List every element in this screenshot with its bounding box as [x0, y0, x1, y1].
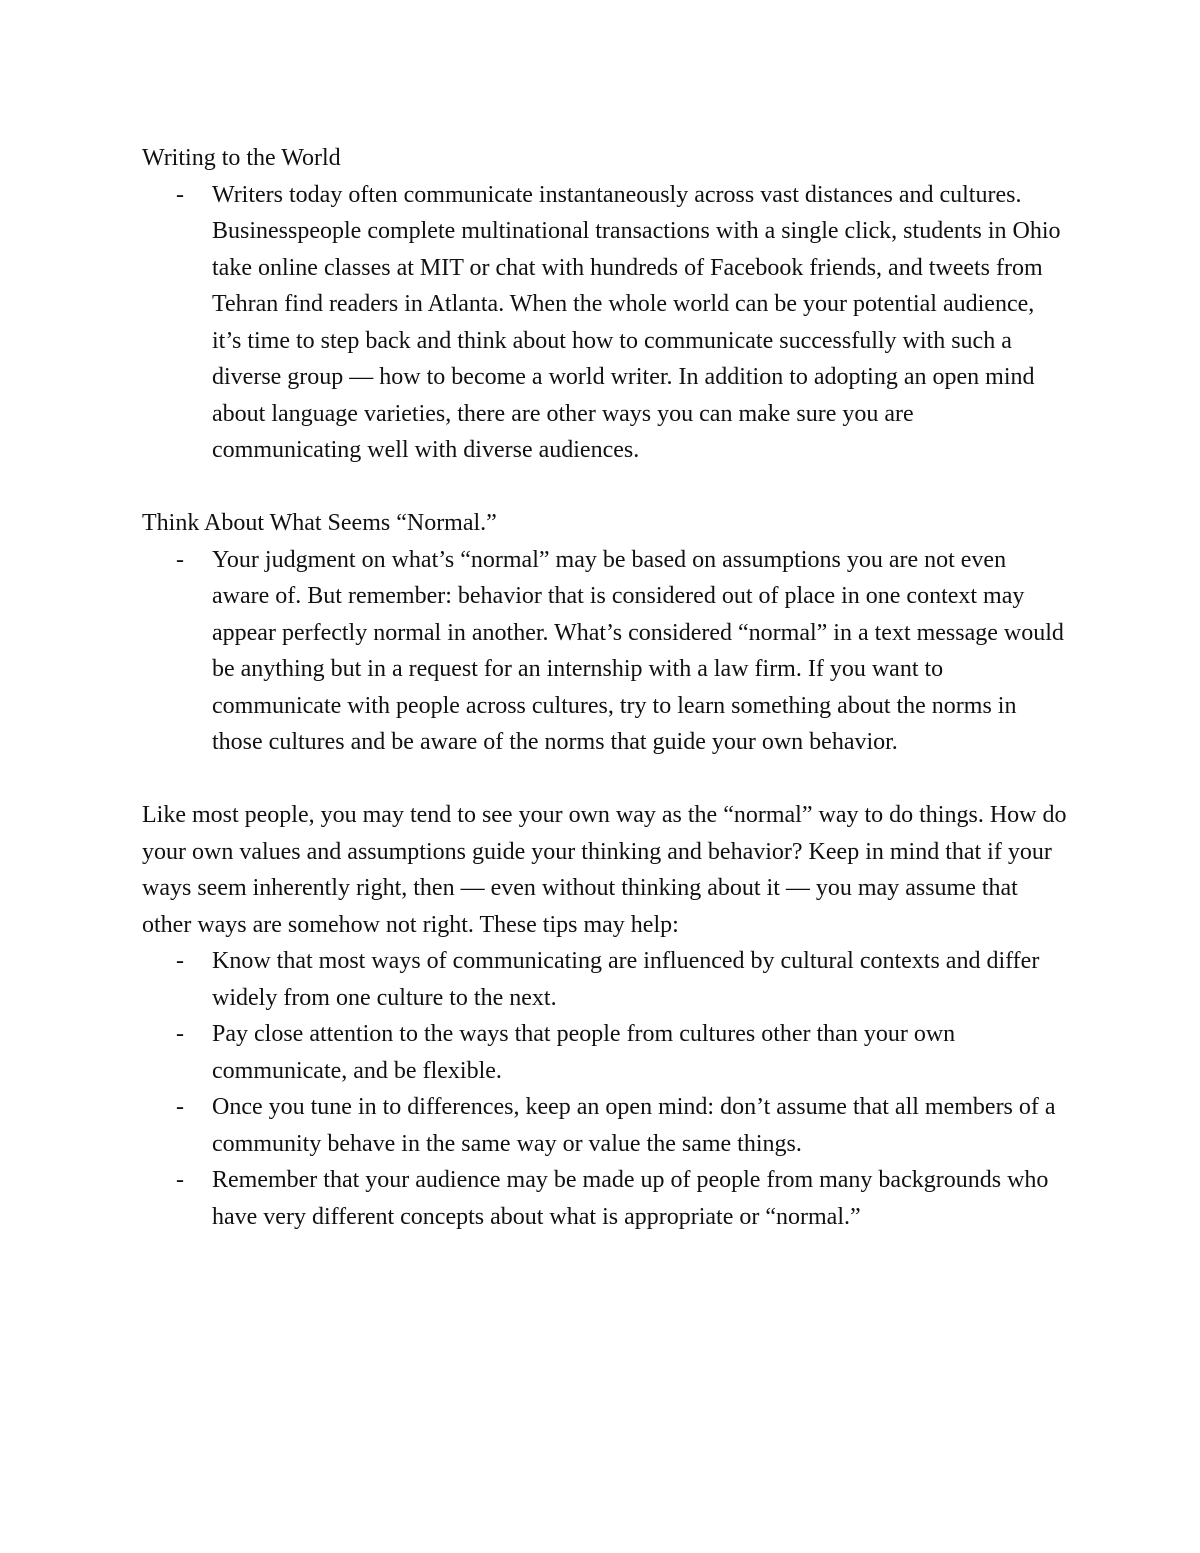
section-heading-think-normal: Think About What Seems “Normal.” — [142, 510, 497, 536]
bullet-dash: - — [176, 1094, 184, 1120]
list-item-text: Pay close attention to the ways that people from cultures other than your own communicate, and be flexible. — [212, 1021, 956, 1084]
bullet-dash: - — [176, 1021, 184, 1047]
list-item — [142, 1016, 1067, 1089]
blank-line — [142, 469, 1067, 506]
list-item-text: Know that most ways of communicating are influenced by cultural contexts and differ widely from one culture to the next. — [212, 948, 1040, 1011]
list-item-text: Once you tune in to differences, keep an open mind: don’t assume that all members of a community behave in the same way or value the same things. — [212, 1094, 1056, 1157]
list-item-text: Remember that your audience may be made up of people from many backgrounds who have very different concepts about what is appropriate or “normal.” — [212, 1167, 1049, 1230]
document-body — [142, 140, 1067, 1235]
bullet-dash: - — [176, 181, 184, 208]
list-item — [142, 943, 1067, 1016]
bullet-dash: - — [176, 1167, 184, 1193]
list-item-text: Writers today often communicate instantaneously across vast distances and cultures. Businesspeople complete multinational transactions with a single click, students in Ohio take online classes at MIT or chat with hundreds of Facebook friends, and tweets from Tehran find readers in Atlanta. When the whole world can be your potential audience, it’s time to step back and think about how to communicate successfully with such a diverse group — how to become a world writer. In addition to adopting an open mind about language varieties, there are other ways you can make sure you are communicating well with diverse audiences. — [212, 181, 1061, 463]
list-item — [142, 542, 1067, 761]
section-heading-writing-world: Writing to the World — [142, 145, 341, 171]
bullet-dash: - — [176, 546, 184, 573]
bullet-dash: - — [176, 948, 184, 974]
tips-list — [142, 943, 1067, 1235]
think-normal-list — [142, 542, 1067, 761]
own-way-paragraph: Like most people, you may tend to see your own way as the “normal” way to do things. How do your own values and assumptions guide your thinking and behavior? Keep in mind that if your ways seem inherently right, then — even without thinking about it — you may assume that other ways are somehow not right. These tips may help: — [142, 802, 1067, 938]
list-item — [142, 177, 1067, 469]
list-item — [142, 1089, 1067, 1162]
blank-line — [142, 761, 1067, 798]
list-item-text: Your judgment on what’s “normal” may be based on assumptions you are not even aware of. But remember: behavior that is considered out of place in one context may appear perfectly normal in another. What’s considered “normal” in a text message would be anything but in a request for an internship with a law firm. If you want to communicate with people across cultures, try to learn something about the norms in those cultures and be aware of the norms that guide your own behavior. — [212, 546, 1064, 755]
list-item — [142, 1162, 1067, 1235]
writing-world-list — [142, 177, 1067, 469]
